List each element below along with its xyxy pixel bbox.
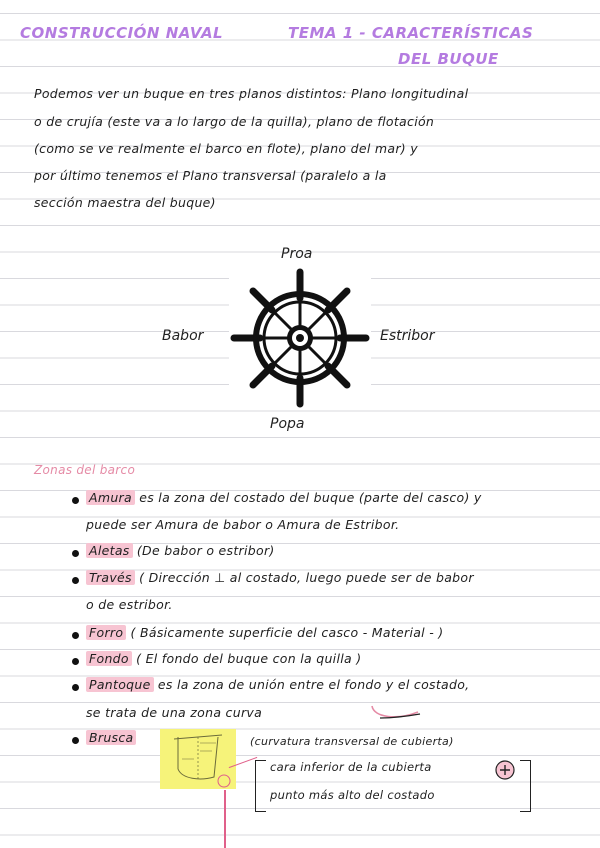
- intro-line-5: sección maestra del buque): [34, 195, 216, 210]
- zone-desc: ( Básicamente superficie del casco - Material - ): [126, 625, 444, 640]
- zone-item-amura: [86, 490, 482, 505]
- zone-item-pantoque: [86, 677, 469, 692]
- brusca-detail-line1: cara inferior de la cubierta: [270, 760, 432, 774]
- label-popa: Popa: [270, 416, 305, 432]
- zone-desc: es la zona de unión entre el fondo y el costado,: [153, 677, 470, 692]
- zone-term-amura: Amura: [86, 490, 135, 505]
- curve-icon: [368, 702, 424, 722]
- zone-term-traves: Través: [86, 570, 135, 585]
- zone-item-brusca: [86, 730, 136, 745]
- bullet-dot: [72, 684, 79, 691]
- label-proa: Proa: [281, 246, 313, 262]
- zone-term-pantoque: Pantoque: [86, 677, 154, 692]
- label-babor: Babor: [162, 328, 204, 344]
- zone-term-fondo: Fondo: [86, 651, 132, 666]
- zone-desc: ( Dirección ⊥ al costado, luego puede ser de babor: [134, 570, 474, 585]
- header-left-title: CONSTRUCCIÓN NAVAL: [20, 24, 224, 42]
- intro-line-4: por último tenemos el Plano transversal (paralelo a la: [34, 168, 387, 183]
- zone-term-forro: Forro: [86, 625, 126, 640]
- intro-line-3: (como se ve realmente el barco en flote), plano del mar) y: [34, 141, 418, 156]
- brusca-description: (curvatura transversal de cubierta): [250, 735, 454, 748]
- label-estribor: Estribor: [380, 328, 435, 344]
- hull-sketch-icon: [160, 729, 236, 789]
- zone-item-forro: [86, 625, 444, 640]
- bullet-dot: [72, 497, 79, 504]
- zone-item-pantoque-cont: se trata de una zona curva: [86, 705, 263, 720]
- bullet-dot: [72, 550, 79, 557]
- sticky-note-diagram: [160, 729, 236, 789]
- header-right-title-line1: TEMA 1 - CARACTERÍSTICAS: [288, 24, 534, 42]
- pink-pointer-line: [224, 790, 226, 848]
- bullet-dot: [72, 737, 79, 744]
- zones-section-title: Zonas del barco: [34, 463, 136, 477]
- zone-item-traves: [86, 570, 474, 585]
- zone-term-aletas: Aletas: [86, 543, 133, 558]
- intro-line-2: o de crujía (este va a lo largo de la quilla), plano de flotación: [34, 114, 435, 129]
- zone-item-amura-cont: puede ser Amura de babor o Amura de Estribor.: [86, 517, 400, 532]
- zone-desc: es la zona del costado del buque (parte del casco) y: [134, 490, 482, 505]
- ship-wheel-icon: [229, 267, 371, 409]
- intro-line-1: Podemos ver un buque en tres planos distintos: Plano longitudinal: [34, 86, 469, 101]
- zone-term-brusca: Brusca: [86, 730, 136, 745]
- header-right-title-line2: DEL BUQUE: [398, 50, 499, 68]
- zone-desc: (De babor o estribor): [132, 543, 275, 558]
- zone-item-aletas: [86, 543, 275, 558]
- brusca-detail-line2: punto más alto del costado: [270, 788, 435, 802]
- bracket-right: [520, 760, 531, 812]
- bullet-dot: [72, 577, 79, 584]
- zone-desc: ( El fondo del buque con la quilla ): [131, 651, 362, 666]
- zone-item-traves-cont: o de estribor.: [86, 597, 173, 612]
- bullet-dot: [72, 658, 79, 665]
- bullet-dot: [72, 632, 79, 639]
- zone-item-fondo: [86, 651, 361, 666]
- bracket-left: [255, 760, 266, 812]
- plus-circle-icon: [494, 759, 516, 781]
